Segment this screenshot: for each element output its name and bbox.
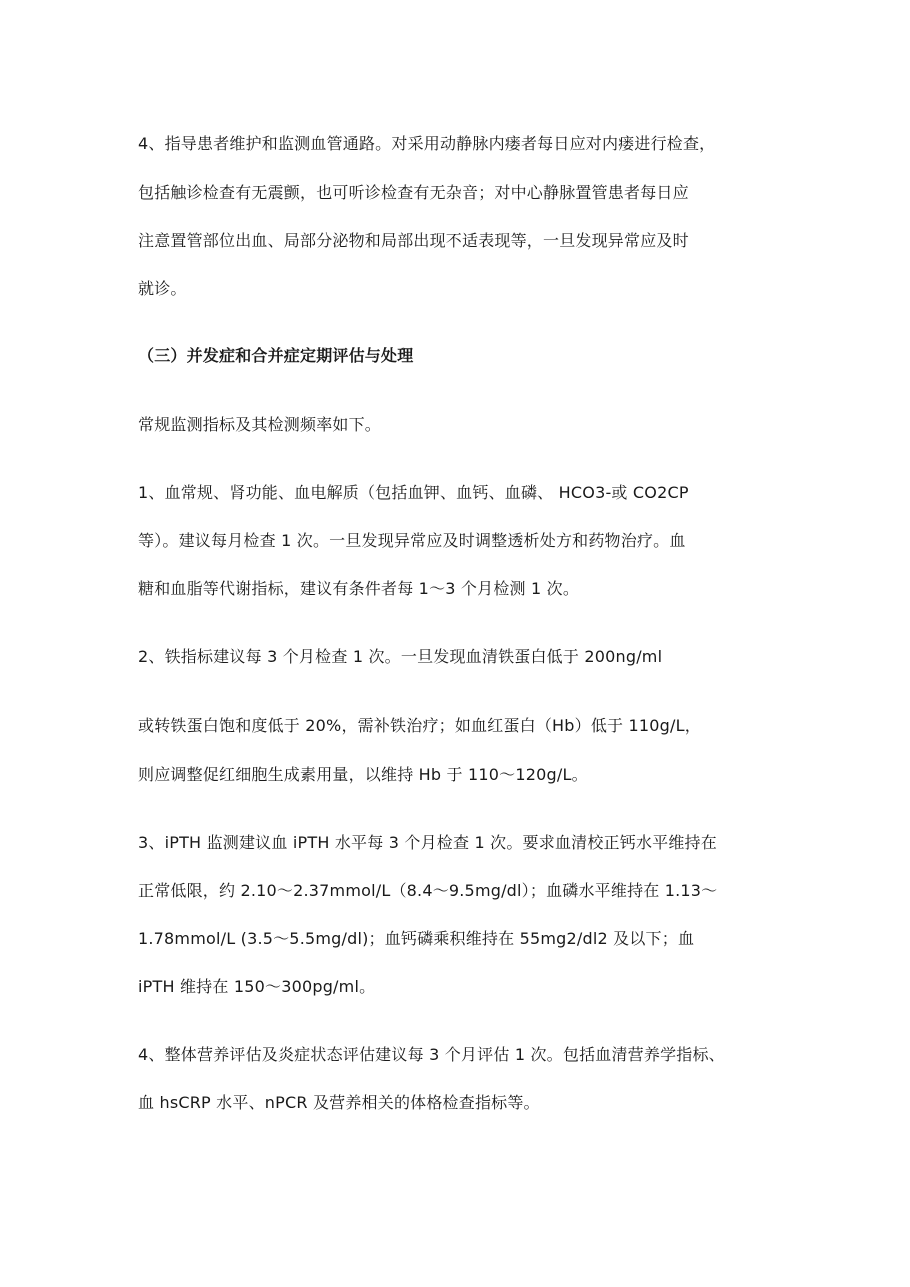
paragraph-line: 注意置管部位出血、局部分泌物和局部出现不适表现等，一旦发现异常应及时 [138, 231, 689, 250]
paragraph-line: 等）。建议每月检查 1 次。一旦发现异常应及时调整透析处方和药物治疗。血 [138, 531, 686, 550]
paragraph-line: 3、iPTH 监测建议血 iPTH 水平每 3 个月检查 1 次。要求血清校正钙水平维持在 [138, 833, 717, 852]
paragraph-line: iPTH 维持在 150～300pg/ml。 [138, 977, 376, 996]
paragraph-line: 1、血常规、肾功能、血电解质（包括血钾、血钙、血磷、 HCO3-或 CO2CP [138, 483, 689, 502]
paragraph-line: 4、指导患者维护和监测血管通路。对采用动静脉内瘘者每日应对内瘘进行检查， [138, 134, 716, 153]
paragraph-line: 糖和血脂等代谢指标，建议有条件者每 1～3 个月检测 1 次。 [138, 579, 580, 598]
paragraph-line: 4、整体营养评估及炎症状态评估建议每 3 个月评估 1 次。包括血清营养学指标、 [138, 1045, 725, 1064]
paragraph-line: 正常低限，约 2.10～2.37mmol/L（8.4～9.5mg/dl）；血磷水平维持在 1.13～ [138, 881, 718, 900]
paragraph-line: 则应调整促红细胞生成素用量，以维持 Hb 于 110～120g/L。 [138, 765, 588, 784]
paragraph-line: 就诊。 [138, 279, 187, 298]
paragraph-line: 或转铁蛋白饱和度低于 20%，需补铁治疗；如血红蛋白（Hb）低于 110g/L， [138, 716, 701, 735]
paragraph-line: 1.78mmol/L (3.5～5.5mg/dl)；血钙磷乘积维持在 55mg2/dl2 及以下；血 [138, 929, 695, 948]
paragraph-line: 2、铁指标建议每 3 个月检查 1 次。一旦发现血清铁蛋白低于 200ng/ml [138, 647, 663, 666]
section-heading: （三）并发症和合并症定期评估与处理 [138, 346, 414, 365]
intro-text: 常规监测指标及其检测频率如下。 [138, 415, 382, 434]
paragraph-line: 包括触诊检查有无震颤，也可听诊检查有无杂音；对中心静脉置管患者每日应 [138, 183, 689, 202]
paragraph-line: 血 hsCRP 水平、nPCR 及营养相关的体格检查指标等。 [138, 1093, 540, 1112]
